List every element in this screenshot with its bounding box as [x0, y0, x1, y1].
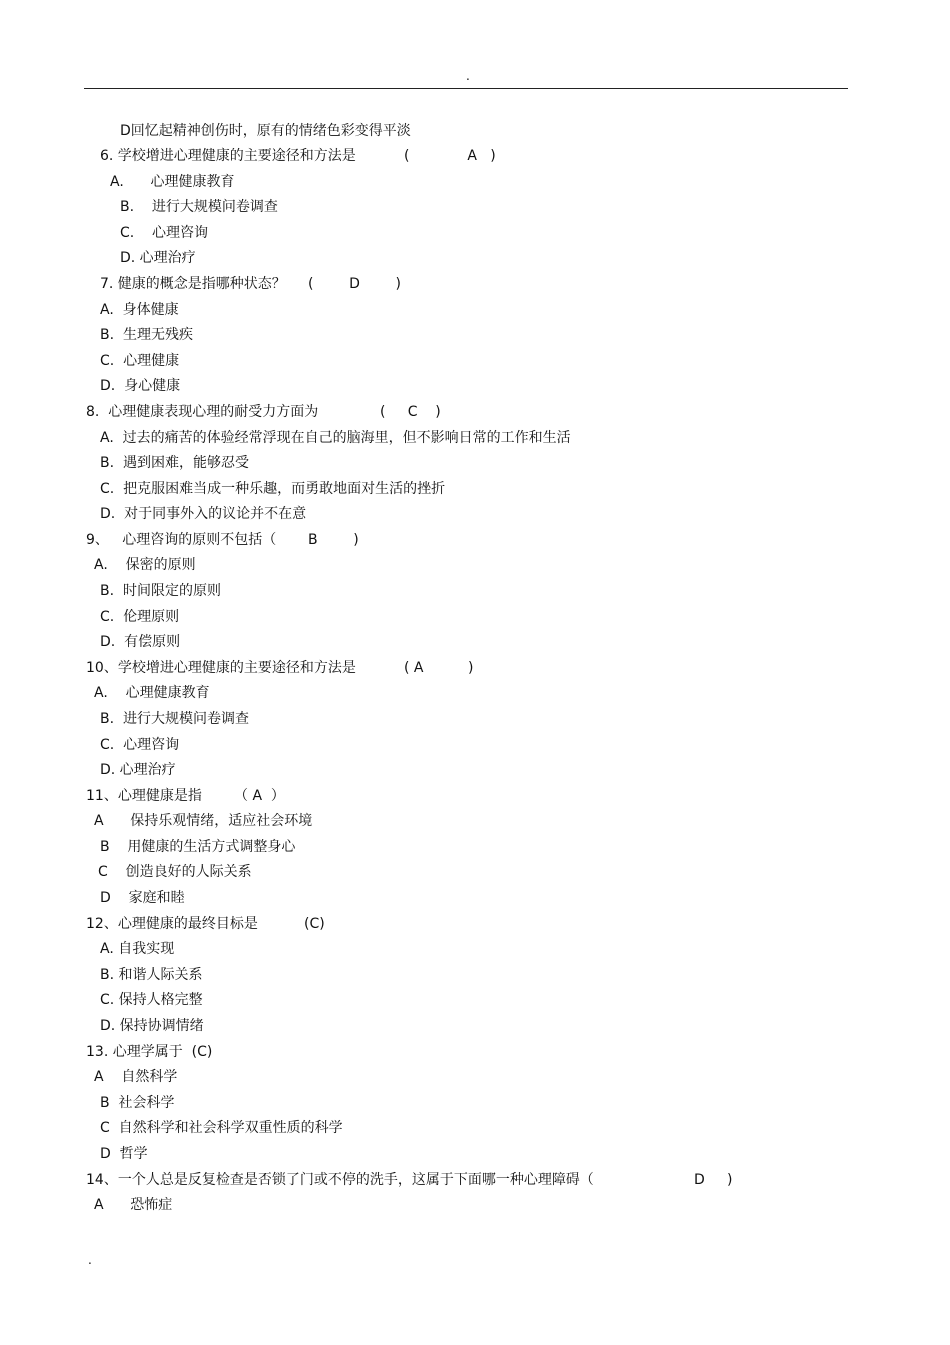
- question-7: 7. 健康的概念是指哪种状态？: [100, 276, 286, 292]
- answer-6: ( A ): [404, 148, 496, 164]
- option-12c: C. 保持人格完整: [100, 992, 203, 1008]
- option-7b: B. 生理无残疾: [100, 327, 193, 343]
- option-11a: A 保持乐观情绪，适应社会环境: [94, 813, 313, 829]
- answer-14: D ): [694, 1172, 733, 1188]
- question-6: 6. 学校增进心理健康的主要途径和方法是: [100, 148, 356, 164]
- option-5d: D回忆起精神创伤时，原有的情绪色彩变得平淡: [120, 123, 411, 139]
- header-dot: .: [466, 69, 470, 83]
- answer-11: （ A ）: [234, 788, 285, 804]
- question-13: 13. 心理学属于 (C): [86, 1044, 213, 1060]
- option-6d: D. 心理治疗: [120, 250, 196, 266]
- option-7c: C. 心理健康: [100, 353, 180, 369]
- question-9: 9、 心理咨询的原则不包括（: [86, 532, 277, 548]
- answer-12: (C): [304, 916, 325, 932]
- option-13c: C 自然科学和社会科学双重性质的科学: [100, 1120, 343, 1136]
- option-10b: B. 进行大规模问卷调查: [100, 711, 249, 727]
- option-11b: B 用健康的生活方式调整身心: [100, 839, 296, 855]
- option-8d: D. 对于同事外入的议论并不在意: [100, 506, 307, 522]
- option-9a: A. 保密的原则: [94, 557, 196, 573]
- header-rule: [84, 88, 848, 89]
- answer-7: ( D ): [308, 276, 401, 292]
- option-13a: A 自然科学: [94, 1069, 178, 1085]
- option-8c: C. 把克服困难当成一种乐趣，而勇敢地面对生活的挫折: [100, 481, 446, 497]
- option-12b: B. 和谐人际关系: [100, 967, 203, 983]
- option-11c: C 创造良好的人际关系: [98, 864, 252, 880]
- option-12d: D. 保持协调情绪: [100, 1018, 204, 1034]
- option-11d: D 家庭和睦: [100, 890, 185, 906]
- option-9c: C. 伦理原则: [100, 609, 180, 625]
- option-9b: B. 时间限定的原则: [100, 583, 221, 599]
- option-7a: A. 身体健康: [100, 302, 179, 318]
- option-12a: A. 自我实现: [100, 941, 175, 957]
- question-12: 12、心理健康的最终目标是: [86, 916, 258, 932]
- answer-9: B ): [308, 532, 359, 548]
- option-9d: D. 有偿原则: [100, 634, 181, 650]
- option-10a: A. 心理健康教育: [94, 685, 210, 701]
- option-14a: A 恐怖症: [94, 1197, 173, 1213]
- question-8: 8. 心理健康表现心理的耐受力方面为: [86, 404, 319, 420]
- option-7d: D. 身心健康: [100, 378, 181, 394]
- question-14: 14、一个人总是反复检查是否锁了门或不停的洗手，这属于下面哪一种心理障碍（: [86, 1172, 594, 1188]
- option-13b: B 社会科学: [100, 1095, 175, 1111]
- footer-dot: .: [88, 1253, 92, 1267]
- option-10d: D. 心理治疗: [100, 762, 176, 778]
- option-6c: C. 心理咨询: [120, 225, 209, 241]
- option-8a: A. 过去的痛苦的体验经常浮现在自己的脑海里，但不影响日常的工作和生活: [100, 430, 571, 446]
- option-13d: D 哲学: [100, 1146, 148, 1162]
- answer-10: ( A ): [404, 660, 474, 676]
- option-8b: B. 遇到困难，能够忍受: [100, 455, 249, 471]
- question-11: 11、心理健康是指: [86, 788, 202, 804]
- question-10: 10、学校增进心理健康的主要途径和方法是: [86, 660, 356, 676]
- option-6b: B. 进行大规模问卷调查: [120, 199, 278, 215]
- option-6a: A. 心理健康教育: [110, 174, 235, 190]
- answer-8: ( C ): [380, 404, 441, 420]
- option-10c: C. 心理咨询: [100, 737, 180, 753]
